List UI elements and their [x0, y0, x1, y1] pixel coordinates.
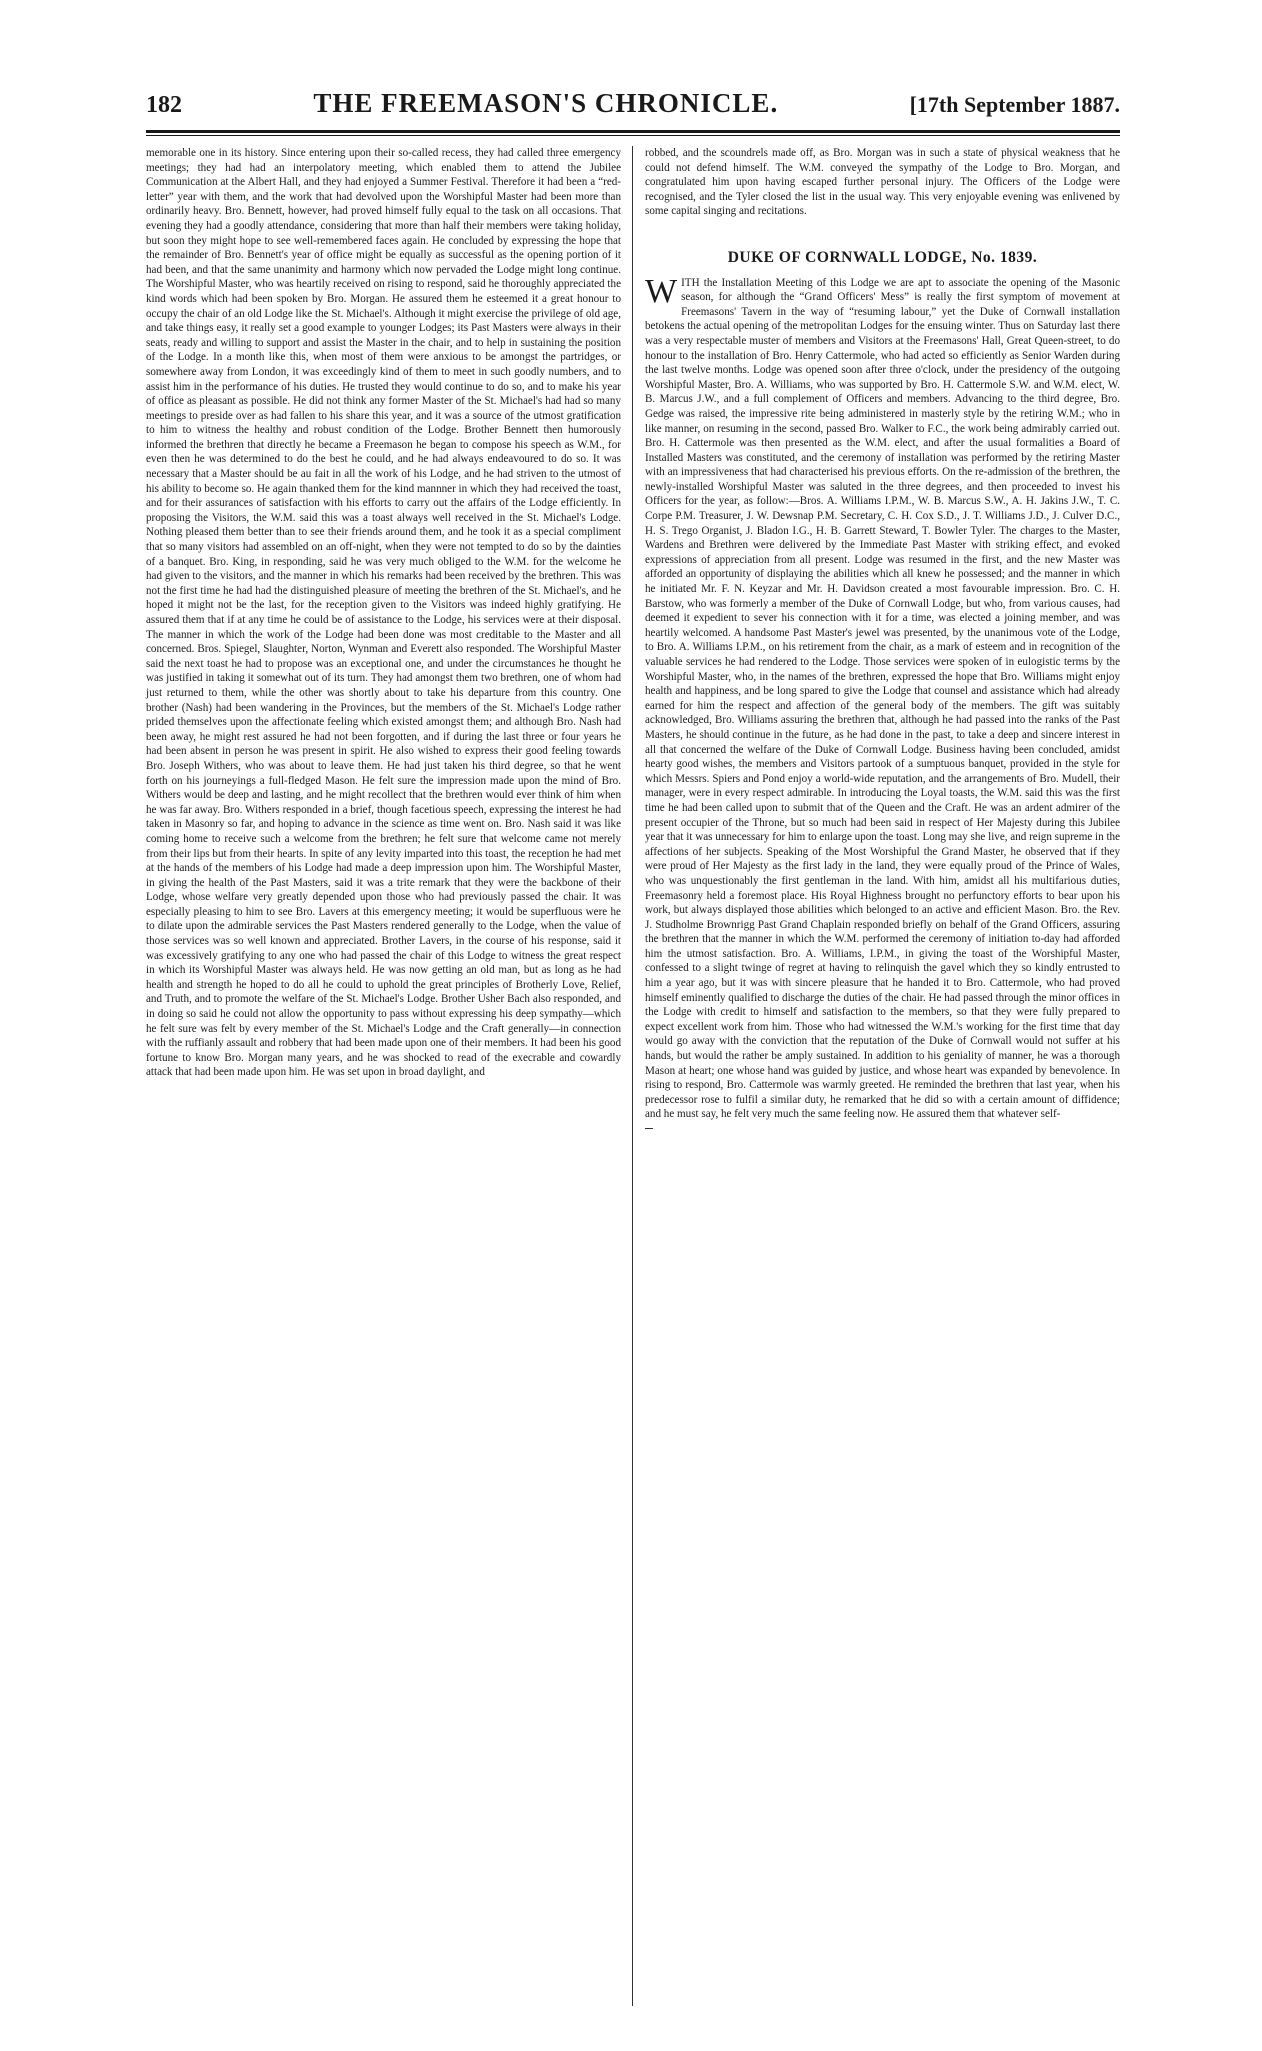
article-body — [645, 272, 1120, 1122]
left-column — [146, 146, 621, 1129]
article-body-text: ITH the Installation Meeting of this Lodge we are apt to associate the opening of the Masonic season, for although the “Grand Officers' Mess” is really the first symptom of movement at Freemasons' Tavern in the way of “resuming labour,” yet the Duke of Cornwall installation betokens the actual opening of the metropolitan Lodges for the ensuing winter. Thus on Saturday last there was a very respectable muster of members and Visitors at the Freemasons' Hall, Great Queen-street, to do honour to the installation of Bro. Henry Cattermole, who had acted so efficiently as Senior Warden during the last twelve months. Lodge was opened soon after three o'clock, under the presidency of the outgoing Worshipful Master, Bro. A. Williams, who was supported by Bro. H. Cattermole S.W. and W.M. elect, W. B. Marcus J.W., and a full complement of Officers and members. Advancing to the third degree, Bro. Gedge was raised, the impressive rite being administered in masterly style by the retiring W.M.; who in like manner, on resuming in the second, passed Bro. Walker to F.C., the work being admirably carried out. Bro. H. Cattermole was then presented as the W.M. elect, and after the usual formalities a Board of Installed Masters was constituted, and the ceremony of installation was performed by the retiring Master with an impressiveness that had characterised his previous efforts. On the re-admission of the brethren, the newly-installed Worshipful Master was saluted in the three degrees, and then proceeded to invest his Officers for the year, as follow:—Bros. A. Williams I.P.M., W. B. Marcus S.W., A. H. Jakins J.W., T. C. Corpe P.M. Treasurer, J. W. Dewsnap P.M. Secretary, C. H. Cox S.D., J. T. Williams J.D., J. Culver D.C., H. S. Trego Organist, J. Bladon I.G., H. B. Garrett Steward, T. Bowler Tyler. The charges to the Master, Wardens and Brethren were delivered by the Immediate Past Master with striking effect, and evoked expressions of appreciation from all present. Lodge was resumed in the first, and the new Master was afforded an opportunity of displaying the abilities which all knew he possessed; and the manner in which he initiated Mr. F. N. Keyzar and Mr. H. Davidson created a most favourable impression. Bro. C. H. Barstow, who was formerly a member of the Duke of Cornwall Lodge, but who, from various causes, had deemed it expedient to sever his connection with it for a time, was elected a joining member, and was heartily welcomed. A handsome Past Master's jewel was presented, by the unanimous vote of the Lodge, to Bro. A. Williams I.P.M., on his retirement from the chair, as a mark of esteem and in recognition of the valuable services he had rendered to the Lodge. Those services were spoken of in eulogistic terms by the Worshipful Master, who, in the names of the brethren, expressed the hope that Bro. Williams might enjoy health and happiness, and be long spared to give the Lodge that counsel and assistance which had already earned for him the respect and affection of the general body of the members. The gift was suitably acknowledged, Bro. Williams assuring the brethren that, although he had passed into the ranks of the Past Masters, he should continue in the future, as he had done in the past, to take a deep and sincere interest in all that concerned the welfare of the Duke of Cornwall Lodge. Business having been concluded, amidst hearty good wishes, the members and Visitors partook of a sumptuous banquet, provided in the style for which Messrs. Spiers and Pond enjoy a world-wide reputation, and the arrangements of Bro. Mudell, their manager, were in every respect admirable. In introducing the Loyal toasts, the W.M. said this was the first time he had been called upon to submit that of the Queen and the Craft. He was an ardent admirer of the present occupier of the Throne, but so much had been said in respect of Her Majesty during this Jubilee year that it was unnecessary for him to enlarge upon the toast. Long may she live, and reign supreme in the affections of her subjects. Speaking of the Most Worshipful the Grand Master, he observed that if they were proud of Her Majesty as the first lady in the land, they were equally proud of the Prince of Wales, who was unquestionably the first gentleman in the land. With him, amidst all his multifarious duties, Freemasonry held a foremost place. His Royal Highness brought no perfunctory efforts to bear upon his work, but always displayed those abilities which belonged to an active and efficient Mason. Bro. the Rev. J. Studholme Brownrigg Past Grand Chaplain responded briefly on behalf of the Grand Officers, assuring the brethren that the manner in which the W.M. performed the ceremony of initiation to-day had afforded him the utmost satisfaction. Bro. A. Williams, I.P.M., in giving the toast of the Worshipful Master, confessed to a slight twinge of regret at having to relinquish the gavel which they so kindly entrusted to him a year ago, but it was with sincere pleasure that he handed it to Bro. Cattermole, who had proved himself eminently qualified to discharge the duties of the chair. He had passed through the minor offices in the Lodge with credit to himself and satisfaction to the members, so that they were fully prepared to expect excellent work from him. Those who had witnessed the W.M.'s working for the first time that day would go away with the conviction that the reputation of the Duke of Cornwall would not suffer at his hands, but would the rather be amply sustained. In addition to his geniality of manner, he was a thorough Mason at heart; one whose hand was guided by justice, and whose heart was expanded by benevolence. In rising to respond, Bro. Cattermole was warmly greeted. He reminded the brethren that last year, when his predecessor rose to fulfil a similar duty, he remarked that he did so with a certain amount of diffidence; and he must say, he felt very much the same feeling now. He assured them that whatever self- — [645, 276, 1120, 1121]
publication-title: THE FREEMASON'S CHRONICLE. — [313, 88, 779, 118]
column-divider — [632, 146, 633, 2006]
page-header — [146, 88, 1120, 128]
right-column — [645, 146, 1120, 1129]
header-rule-thick — [146, 130, 1120, 133]
left-column-text: memorable one in its history. Since entering upon their so-called recess, they had called three emergency meetings; they had had an interpolatory meeting, which enabled them to attend the Jubilee Communication at the Albert Hall, and they had enjoyed a Summer Festival. Therefore it had been a “red-letter” year with them, and the work that had devolved upon the Worshipful Master had been more than ordinarily heavy. Bro. Bennett, however, had proved himself fully equal to the task on all occasions. That evening they had a goodly attendance, considering that more than half their members were taking holiday, but soon they might hope to see well-remembered faces again. He concluded by expressing the hope that the remainder of Bro. Bennett's year of office might be equally as successful as the opening portion of it had been, and that the same unanimity and harmony which now pervaded the Lodge might long continue. The Worshipful Master, who was heartily received on rising to respond, said he thoroughly appreciated the kind words which had been spoken by Bro. Morgan. He assured them he esteemed it a great honour to occupy the chair of an old Lodge like the St. Michael's. Although it might exercise the privilege of old age, and take things easy, it really set a good example to younger Lodges; its Past Masters were always in their seats, ready and willing to support and assist the Master in the chair, and to help in sustaining the position of the Lodge. In a month like this, when most of them were anxious to be amongst the partridges, or somewhere away from London, it was exceedingly kind of them to meet in such goodly numbers, and to assist him in the performance of his duties. He trusted they would continue to do so, and to make his year of office as pleasant as possible. He did not think any former Master of the St. Michael's had had so many meetings to preside over as had fallen to his share this year, and it was a source of the utmost gratification to him to witness the healthy and robust condition of the Lodge. Brother Bennett then humorously informed the brethren that directly he became a Freemason he began to compose his speech as W.M., for even then he was determined to do the best he could, and he had always endeavoured to do so. It was necessary that a Master should be au fait in all the work of his Lodge, and he had striven to the utmost of his ability to become so. He again thanked them for the kind mannner in which they had received the toast, and for their assurances of satisfaction with his efforts to carry out the affairs of the Lodge efficiently. In proposing the Visitors, the W.M. said this was a toast always well received in the St. Michael's Lodge. Nothing pleased them better than to see their friends around them, and he took it as a special compliment that so many visitors had assembled on an off-night, when they were not tempted to do so by the dainties of a banquet. Bro. King, in responding, said he was very much obliged to the W.M. for the welcome he had given to the visitors, and the manner in which his remarks had been received by the brethren. This was not the first time he had had the distinguished pleasure of meeting the brethren of the St. Michael's, and he hoped it might not be the last, for the reception given to the Visitors was indeed highly gratifying. He assured them that if at any time he could be of assistance to the Lodge, his services were at their disposal. The manner in which the work of the Lodge had been done was most creditable to the Master and all concerned. Bros. Spiegel, Slaughter, Norton, Wynman and Everett also responded. The Worshipful Master said the next toast he had to propose was an exceptional one, and under the circumstances he thought he was justified in taking it somewhat out of its turn. They had amongst them two brethren, one of whom had just returned to them, while the other was shortly about to take his departure from this country. One brother (Nash) had been wandering in the Provinces, but the members of the St. Michael's Lodge rather prided themselves upon the affectionate feeling which existed amongst them; and although Bro. Nash had been away, he might rest assured he had not been forgotten, and if during the last three or four years he had been absent in person he was present in spirit. He also wished to express their good feeling towards Bro. Joseph Withers, who was about to leave them. He had just taken his third degree, so that he went forth on his journeyings a full-fledged Mason. He felt sure the impression made upon the mind of Bro. Withers would be deep and lasting, and he might recollect that the brethren would ever think of him when he was far away. Bro. Withers responded in a brief, though facetious speech, expressing the interest he had taken in Masonry so far, and hoping to advance in the science as time went on. Bro. Nash said it was like coming home to receive such a welcome from the brethren; he felt sure that welcome came not merely from their lips but from their hearts. In spite of any levity imparted into this toast, the reception he had met at the hands of the members of his Lodge had made a deep impression upon him. The Worshipful Master, in giving the health of the Past Masters, said it was a trite remark that they were the backbone of their Lodge, whose welfare very greatly depended upon those who had previously passed the chair. It was especially pleasing to him to see Bro. Lavers at this emergency meeting; it would be superfluous were he to dilate upon the admirable services the Past Masters rendered generally to the Lodge, when the value of those services was so well known and appreciated. Brother Lavers, in the course of his response, said it was excessively gratifying to any one who had passed the chair of this Lodge to witness the great respect in which its Worshipful Master was always held. He was now getting an old man, but as long as he had health and strength he hoped to do all he could to uphold the great principles of Brotherly Love, Relief, and Truth, and to promote the welfare of the St. Michael's Lodge. Brother Usher Bach also responded, and in doing so said he could not allow the opportunity to pass without expressing his deep sympathy—which he felt sure was felt by every member of the St. Michael's Lodge and the Craft generally—in connection with the ruffianly assault and robbery that had been made upon one of their members. It had been his good fortune to know Bro. Morgan many years, and he was shocked to read of the execrable and cowardly attack that had been made upon him. He was set upon in broad daylight, and — [146, 147, 621, 1079]
article-columns — [146, 146, 1120, 1129]
page-number: 182 — [146, 92, 182, 118]
issue-date: [17th September 1887. — [909, 92, 1120, 117]
newspaper-page — [146, 88, 1120, 1129]
end-mark — [645, 1128, 653, 1129]
drop-cap-letter: W — [645, 272, 678, 310]
header-rule-thin — [146, 135, 1120, 136]
article-heading: DUKE OF CORNWALL LODGE, No. 1839. — [727, 248, 1038, 266]
right-column-continuation: robbed, and the scoundrels made off, as Bro. Morgan was in such a state of physical weakness that he could not defend himself. The W.M. conveyed the sympathy of the Lodge to Bro. Morgan, and congratulated him upon having escaped further personal injury. The Officers of the Lodge were recognised, and the Tyler closed the list in the usual way. This very enjoyable evening was enlivened by some capital singing and recitations. — [645, 147, 1120, 218]
